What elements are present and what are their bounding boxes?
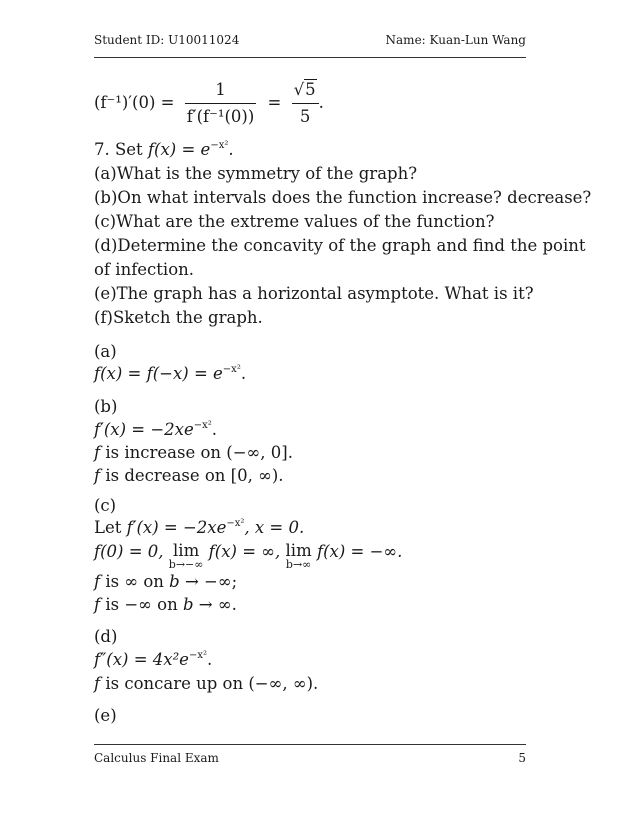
page-number: 5 [518,751,526,765]
answer-b-decrease [94,466,284,486]
answer-b-derivative [94,420,217,440]
answer-d-second: f″(x) = 4x²e [94,650,189,669]
inverse-numerator: 1 [215,80,226,99]
answer-c-l3-f: f [94,572,101,591]
answer-c-l4-tail: → ∞. [193,595,237,614]
course-title: Calculus Final Exam [94,751,219,765]
problem-exponent: −x² [210,140,229,151]
answer-c-deriv: f′(x) = −2xe [126,518,227,537]
limit-2 [286,542,312,570]
answer-a-eq: f(x) = f(−x) = e [94,364,223,383]
limit-1-word: lim [173,541,200,560]
problem-part-e: (e)The graph has a horizontal asymptote. What is it? [94,284,534,303]
answer-a-end: . [240,364,247,383]
student-name: Name: Kuan-Lun Wang [385,33,526,47]
answer-c-l4-text: is −∞ on [100,595,183,614]
inverse-equals: = [267,93,282,112]
answer-d-second-derivative [94,650,212,670]
answer-e-label: (e) [94,706,117,725]
answer-d-second-end: . [206,650,213,669]
inverse-derivative-equation [94,80,324,127]
answer-a-label: (a) [94,342,117,361]
answer-d-concavity [94,674,318,694]
problem-part-a: (a)What is the symmetry of the graph? [94,164,418,183]
answer-d-second-exp: −x² [188,650,207,661]
student-id: Student ID: U10011024 [94,33,240,47]
answer-b-inc-text: is increase on (−∞, 0]. [100,443,293,462]
answer-c-limits [94,542,402,570]
inverse-fraction [185,80,257,127]
problem-function: f(x) = e [147,140,211,159]
problem-part-f: (f)Sketch the graph. [94,308,263,327]
answer-c-label: (c) [94,496,117,515]
limit-1 [169,542,204,570]
answer-c-deriv-exp: −x² [226,518,245,529]
answer-c-f0: f(0) = 0, [94,542,169,561]
inverse-denominator: f′(f⁻¹(0)) [185,103,257,127]
answer-b-dec-text: is decrease on [0, ∞). [100,466,284,485]
header-rule [94,57,526,58]
result-fraction [292,80,319,127]
problem-end: . [228,140,234,159]
problem-part-c: (c)What are the extreme values of the function? [94,212,495,231]
answer-b-label: (b) [94,397,118,416]
answer-c-l3-text: is ∞ on [100,572,170,591]
answer-d-concave-f: f [94,674,101,693]
page-footer [94,751,526,765]
limit-2-word: lim [285,541,312,560]
answer-b-deriv-end: . [211,420,218,439]
answer-c-deriv-tail: , x = 0. [244,518,305,537]
answer-c-let [94,518,304,538]
answer-c-l4-b: b [182,595,194,614]
limit-2-sub: b→∞ [285,558,312,571]
answer-c-let-word: Let [94,518,127,537]
answer-c-l3-b: b [169,572,180,591]
answer-b-deriv: f′(x) = −2xe [94,420,194,439]
problem-part-d-continued: of infection. [94,260,195,279]
limit-1-sub: b→−∞ [168,558,204,571]
problem-prefix: 7. Set [94,140,148,159]
answer-c-l4-f: f [94,595,101,614]
answer-d-concave-text: is concare up on (−∞, ∞). [100,674,319,693]
page-header [94,33,526,47]
problem-statement [94,140,234,160]
inverse-lhs: (f⁻¹)′(0) = [94,93,175,112]
result-numerator-sqrt: √5 [293,80,316,99]
answer-c-line3 [94,572,237,592]
inverse-terminal: . [318,93,324,112]
answer-c-l3-tail: → −∞; [179,572,238,591]
answer-d-label: (d) [94,627,118,646]
answer-c-line4 [94,595,237,615]
problem-part-d: (d)Determine the concavity of the graph and find the point [94,236,586,255]
answer-a-exp: −x² [222,364,241,375]
problem-part-b: (b)On what intervals does the function increase? decrease? [94,188,592,207]
result-numerator: 5 [305,80,316,99]
answer-a-equation [94,364,246,384]
limit-1-expr: f(x) = ∞, [203,542,286,561]
footer-rule [94,744,526,745]
result-denominator: 5 [292,103,319,127]
answer-b-increase [94,443,293,463]
answer-b-inc-f: f [94,443,101,462]
limit-2-expr: f(x) = −∞. [311,542,403,561]
answer-b-deriv-exp: −x² [193,420,212,431]
answer-b-dec-f: f [94,466,101,485]
